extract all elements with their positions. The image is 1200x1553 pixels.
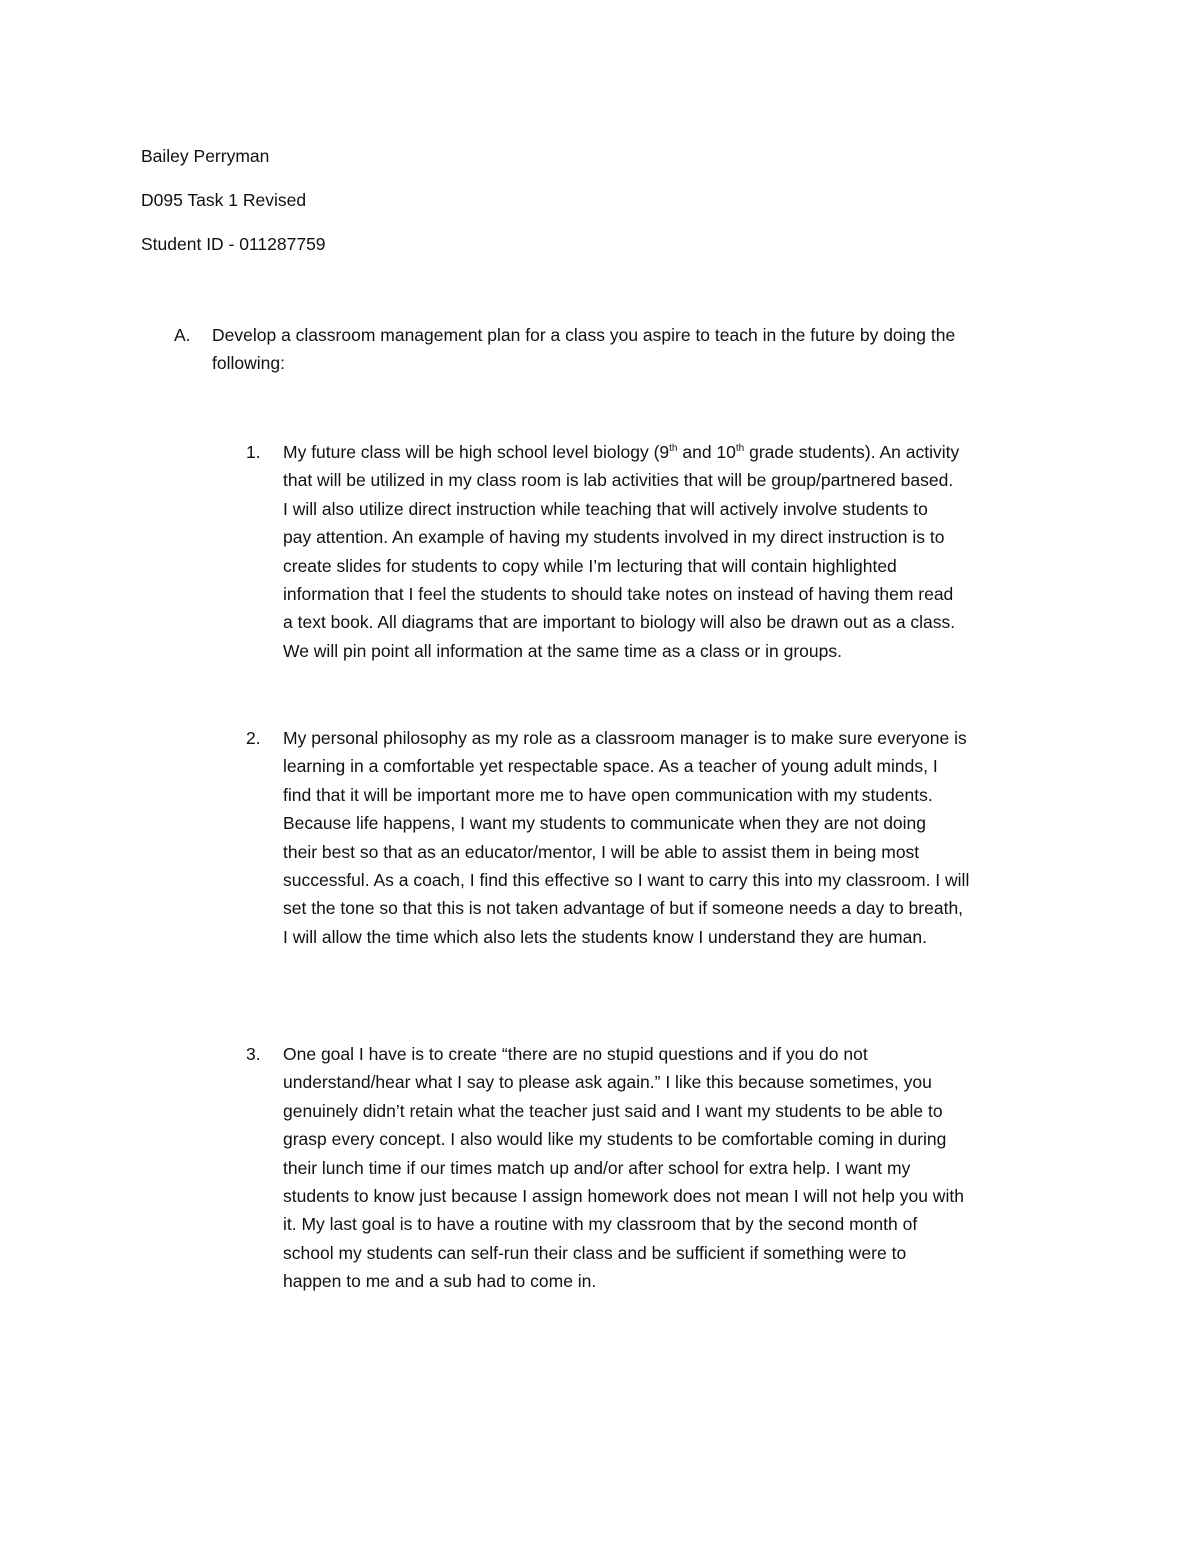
- paragraph-line: genuinely didn’t retain what the teacher just said and I want my students to be able to: [283, 1100, 943, 1121]
- paragraph-line: set the tone so that this is not taken advantage of but if someone needs a day to breath,: [283, 898, 964, 919]
- paragraph-line: happen to me and a sub had to come in.: [283, 1271, 597, 1292]
- paragraph-line: their lunch time if our times match up and/or after school for extra help. I want my: [283, 1157, 911, 1178]
- list-item: [283, 724, 1073, 951]
- paragraph-line: find that it will be important more me to have open communication with my students.: [283, 784, 933, 805]
- paragraph-line: students to know just because I assign homework does not mean I will not help you with: [283, 1186, 964, 1207]
- paragraph-line: I will allow the time which also lets the students know I understand they are human.: [283, 926, 927, 947]
- paragraph-line: We will pin point all information at the same time as a class or in groups.: [283, 640, 842, 661]
- paragraph-line: grasp every concept. I also would like my students to be comfortable coming in during: [283, 1129, 947, 1150]
- list-item-marker: 3.: [246, 1044, 261, 1064]
- section-heading: [212, 321, 1062, 378]
- list-item: [283, 1040, 1073, 1296]
- paragraph-line: My personal philosophy as my role as a classroom manager is to make sure everyone is: [283, 728, 967, 748]
- superscript: th: [735, 443, 745, 455]
- paragraph-line: that will be utilized in my class room is lab activities that will be group/partnered based.: [283, 470, 954, 491]
- paragraph-line: I will also utilize direct instruction while teaching that will actively involve students to: [283, 498, 928, 519]
- course-title: D095 Task 1 Revised: [141, 190, 307, 210]
- paragraph-line: school my students can self-run their class and be sufficient if something were to: [283, 1242, 907, 1263]
- superscript: th: [669, 443, 678, 455]
- paragraph-line: Because life happens, I want my students to communicate when they are not doing: [283, 813, 927, 834]
- text-run: grade students). An activity: [744, 442, 960, 462]
- section-heading-line: Develop a classroom management plan for a class you aspire to teach in the future by doing the: [212, 325, 956, 345]
- section-marker: A.: [174, 325, 191, 345]
- paragraph-line: a text book. All diagrams that are important to biology will also be drawn out as a class.: [283, 612, 956, 633]
- paragraph-line: create slides for students to copy while I’m lecturing that will contain highlighted: [283, 555, 897, 576]
- paragraph-line: pay attention. An example of having my students involved in my direct instruction is to: [283, 527, 945, 548]
- paragraph-line: understand/hear what I say to please ask again.” I like this because sometimes, you: [283, 1072, 932, 1093]
- paragraph-line: it. My last goal is to have a routine with my classroom that by the second month of: [283, 1214, 918, 1235]
- text-run: My future class will be high school level biology (9: [283, 442, 670, 462]
- list-item-marker: 1.: [246, 442, 261, 462]
- paragraph-line: successful. As a coach, I find this effective so I want to carry this into my classroom. I will: [283, 870, 970, 891]
- paragraph-line: their best so that as an educator/mentor, I will be able to assist them in being most: [283, 841, 920, 862]
- author-name: Bailey Perryman: [141, 146, 270, 166]
- list-item-marker: 2.: [246, 728, 261, 748]
- student-id: Student ID - 011287759: [141, 234, 326, 254]
- paragraph-line: information that I feel the students to should take notes on instead of having them read: [283, 584, 954, 605]
- list-item: [283, 438, 1073, 665]
- paragraph-line: [283, 438, 1073, 466]
- paragraph-line: One goal I have is to create “there are no stupid questions and if you do not: [283, 1044, 868, 1064]
- text-run: and 10: [677, 442, 736, 462]
- section-heading-line: following:: [212, 353, 285, 374]
- paragraph-line: learning in a comfortable yet respectable space. As a teacher of young adult minds, I: [283, 756, 938, 777]
